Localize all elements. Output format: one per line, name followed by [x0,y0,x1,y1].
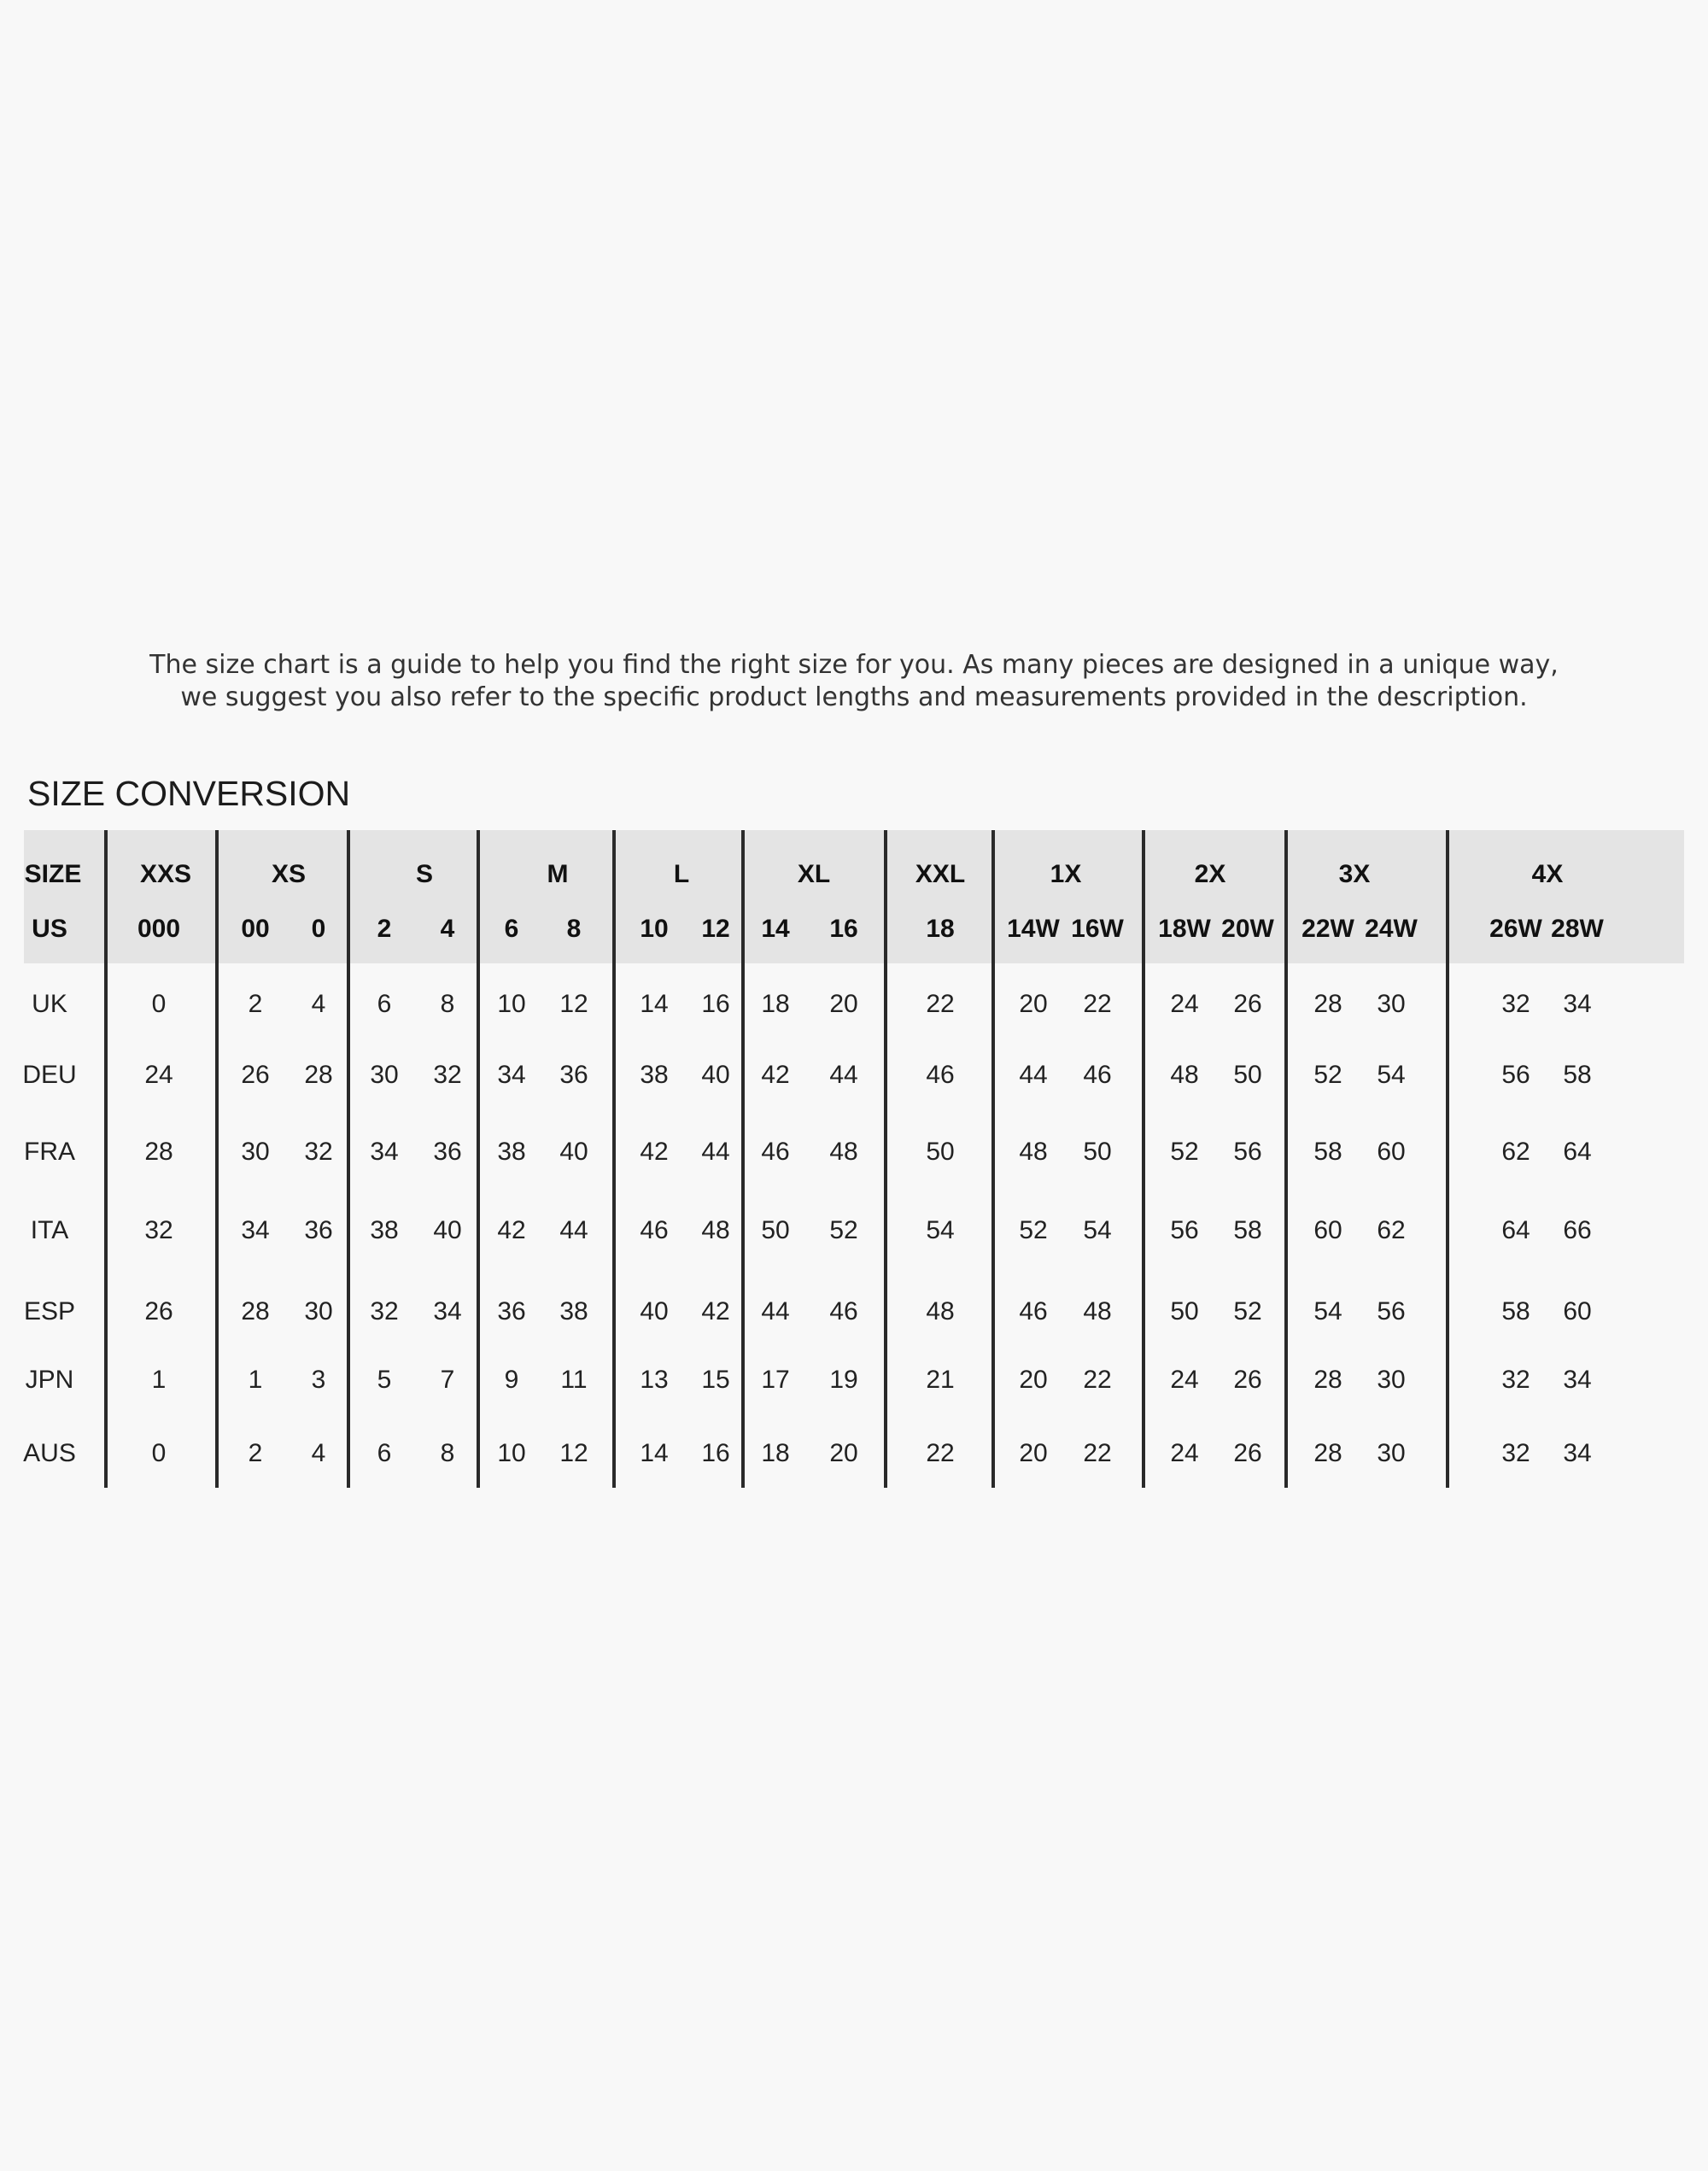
table-row [0,979,1708,1030]
table-cell: 66 [1563,1216,1592,1244]
table-cell: 34 [1563,990,1592,1018]
table-cell: 8 [566,915,582,943]
table-cell: 60 [1377,1138,1406,1166]
table-cell: 20 [1019,990,1048,1018]
size-group-header: 2X [1194,860,1226,888]
table-cell: 24 [144,1061,173,1089]
table-cell: 10 [640,915,669,943]
table-cell: 52 [1313,1061,1342,1089]
size-group-header: XL [797,860,831,888]
table-cell: 32 [304,1138,333,1166]
table-cell: 42 [640,1138,669,1166]
table-cell: 20 [829,990,858,1018]
table-cell: 44 [559,1216,588,1244]
table-cell: 54 [1377,1061,1406,1089]
table-cell: 6 [504,915,519,943]
row-label: US [32,915,67,943]
table-cell: 46 [829,1297,858,1325]
table-cell: 14 [640,990,669,1018]
table-cell: 46 [1083,1061,1112,1089]
table-cell: 8 [440,990,455,1018]
intro-line-2: we suggest you also refer to the specific product lengths and measurements provided in the description. [180,682,1528,712]
table-cell: 40 [559,1138,588,1166]
table-cell: 28 [1313,990,1342,1018]
table-cell: 56 [1170,1216,1199,1244]
table-cell: 32 [433,1061,462,1089]
table-cell: 14 [640,1439,669,1467]
table-cell: 44 [829,1061,858,1089]
table-cell: 64 [1563,1138,1592,1166]
table-cell: 36 [304,1216,333,1244]
table-cell: 50 [761,1216,790,1244]
table-cell: 6 [377,990,392,1018]
table-cell: 52 [1170,1138,1199,1166]
table-cell: 40 [433,1216,462,1244]
table-cell: 24W [1365,915,1418,943]
table-cell: 22 [1083,1366,1112,1394]
table-cell: 58 [1313,1138,1342,1166]
table-cell: 0 [151,990,167,1018]
table-cell: 0 [311,915,326,943]
table-cell: 42 [761,1061,790,1089]
size-group-header: 3X [1338,860,1371,888]
table-cell: 24 [1170,1366,1199,1394]
table-cell: 24 [1170,990,1199,1018]
table-cell: 30 [370,1061,399,1089]
table-cell: 36 [433,1138,462,1166]
table-cell: 24 [1170,1439,1199,1467]
table-cell: 26W [1489,915,1542,943]
table-cell: 48 [926,1297,955,1325]
table-cell: 34 [497,1061,526,1089]
row-label: UK [32,990,67,1018]
row-label: DEU [22,1061,77,1089]
table-cell: 16 [701,1439,730,1467]
table-cell: 34 [241,1216,270,1244]
row-label: AUS [23,1439,76,1467]
table-cell: 16W [1071,915,1124,943]
table-cell: 28W [1551,915,1604,943]
table-cell: 000 [137,915,181,943]
table-cell: 48 [829,1138,858,1166]
size-group-header: XXL [915,860,966,888]
size-group-header: XXS [139,860,192,888]
table-cell: 5 [377,1366,392,1394]
table-cell: 32 [1501,990,1530,1018]
table-cell: 42 [701,1297,730,1325]
table-cell: 34 [1563,1366,1592,1394]
size-group-header: L [673,860,690,888]
table-cell: 34 [433,1297,462,1325]
size-group-header: S [415,860,433,888]
table-cell: 56 [1501,1061,1530,1089]
us-size-row [0,904,1708,955]
table-cell: 50 [1083,1138,1112,1166]
table-cell: 46 [926,1061,955,1089]
table-cell: 54 [1083,1216,1112,1244]
table-cell: 58 [1563,1061,1592,1089]
table-cell: 56 [1233,1138,1262,1166]
table-cell: 22 [1083,1439,1112,1467]
table-cell: 28 [1313,1366,1342,1394]
table-cell: 30 [304,1297,333,1325]
table-cell: 58 [1501,1297,1530,1325]
table-cell: 48 [1170,1061,1199,1089]
table-cell: 38 [497,1138,526,1166]
table-cell: 20 [1019,1439,1048,1467]
row-label: JPN [25,1366,74,1394]
table-cell: 60 [1563,1297,1592,1325]
table-cell: 48 [1019,1138,1048,1166]
table-cell: 36 [497,1297,526,1325]
table-cell: 20 [1019,1366,1048,1394]
table-cell: 26 [144,1297,173,1325]
table-cell: 19 [829,1366,858,1394]
table-cell: 20 [829,1439,858,1467]
table-cell: 48 [701,1216,730,1244]
table-cell: 52 [1233,1297,1262,1325]
table-row [0,1126,1708,1178]
table-cell: 18W [1158,915,1211,943]
table-cell: 54 [1313,1297,1342,1325]
table-cell: 22 [926,990,955,1018]
size-group-header: 1X [1050,860,1082,888]
table-cell: 12 [559,1439,588,1467]
table-row [0,1428,1708,1479]
table-cell: 12 [701,915,730,943]
table-row [0,1050,1708,1101]
table-cell: 14 [761,915,790,943]
table-cell: 18 [926,915,955,943]
row-label: SIZE [24,860,82,888]
table-cell: 34 [1563,1439,1592,1467]
section-title: SIZE CONVERSION [27,774,351,813]
table-cell: 13 [640,1366,669,1394]
table-cell: 60 [1313,1216,1342,1244]
table-cell: 38 [370,1216,399,1244]
table-cell: 26 [241,1061,270,1089]
table-cell: 9 [504,1366,519,1394]
table-cell: 18 [761,1439,790,1467]
table-cell: 64 [1501,1216,1530,1244]
table-cell: 4 [311,1439,326,1467]
table-cell: 30 [241,1138,270,1166]
table-cell: 44 [1019,1061,1048,1089]
table-cell: 38 [559,1297,588,1325]
table-cell: 2 [248,1439,263,1467]
table-cell: 22 [926,1439,955,1467]
table-cell: 18 [761,990,790,1018]
table-cell: 3 [311,1366,326,1394]
table-cell: 28 [304,1061,333,1089]
table-cell: 28 [144,1138,173,1166]
table-cell: 16 [829,915,858,943]
table-cell: 40 [701,1061,730,1089]
table-cell: 32 [1501,1366,1530,1394]
table-cell: 50 [1170,1297,1199,1325]
table-cell: 30 [1377,990,1406,1018]
row-label: ESP [23,1297,76,1325]
table-cell: 46 [761,1138,790,1166]
table-cell: 8 [440,1439,455,1467]
table-cell: 42 [497,1216,526,1244]
table-cell: 14W [1007,915,1060,943]
table-cell: 52 [829,1216,858,1244]
table-row [0,1286,1708,1337]
table-cell: 46 [640,1216,669,1244]
row-label: ITA [30,1216,69,1244]
table-cell: 32 [1501,1439,1530,1467]
table-cell: 46 [1019,1297,1048,1325]
table-cell: 30 [1377,1439,1406,1467]
table-cell: 17 [761,1366,790,1394]
table-cell: 12 [559,990,588,1018]
size-header-row [0,849,1708,900]
table-cell: 28 [1313,1439,1342,1467]
table-cell: 32 [144,1216,173,1244]
table-cell: 26 [1233,990,1262,1018]
table-cell: 48 [1083,1297,1112,1325]
table-cell: 30 [1377,1366,1406,1394]
size-group-header: XS [271,860,307,888]
table-cell: 0 [151,1439,167,1467]
table-cell: 52 [1019,1216,1048,1244]
table-cell: 32 [370,1297,399,1325]
table-cell: 34 [370,1138,399,1166]
size-group-header: 4X [1531,860,1564,888]
table-cell: 62 [1377,1216,1406,1244]
table-cell: 4 [311,990,326,1018]
table-cell: 40 [640,1297,669,1325]
table-cell: 38 [640,1061,669,1089]
table-cell: 36 [559,1061,588,1089]
row-label: FRA [24,1138,75,1166]
table-cell: 28 [241,1297,270,1325]
table-row [0,1355,1708,1406]
table-cell: 44 [761,1297,790,1325]
table-cell: 1 [248,1366,263,1394]
table-cell: 56 [1377,1297,1406,1325]
table-cell: 1 [151,1366,167,1394]
table-cell: 00 [241,915,270,943]
table-cell: 26 [1233,1366,1262,1394]
table-cell: 6 [377,1439,392,1467]
table-cell: 10 [497,1439,526,1467]
table-cell: 44 [701,1138,730,1166]
table-cell: 62 [1501,1138,1530,1166]
table-cell: 22W [1301,915,1354,943]
table-cell: 2 [248,990,263,1018]
table-cell: 50 [1233,1061,1262,1089]
size-guide-intro [0,649,1708,714]
intro-line-1: The size chart is a guide to help you find the right size for you. As many pieces are designed in a unique way, [149,650,1559,680]
table-cell: 10 [497,990,526,1018]
table-cell: 15 [701,1366,730,1394]
table-cell: 20W [1221,915,1274,943]
table-cell: 16 [701,990,730,1018]
table-cell: 4 [440,915,455,943]
table-cell: 11 [560,1366,588,1394]
table-cell: 26 [1233,1439,1262,1467]
table-cell: 22 [1083,990,1112,1018]
table-cell: 2 [377,915,392,943]
table-row [0,1205,1708,1256]
table-cell: 21 [926,1366,955,1394]
table-cell: 50 [926,1138,955,1166]
size-group-header: M [547,860,569,888]
table-cell: 7 [440,1366,455,1394]
table-cell: 54 [926,1216,955,1244]
table-cell: 58 [1233,1216,1262,1244]
